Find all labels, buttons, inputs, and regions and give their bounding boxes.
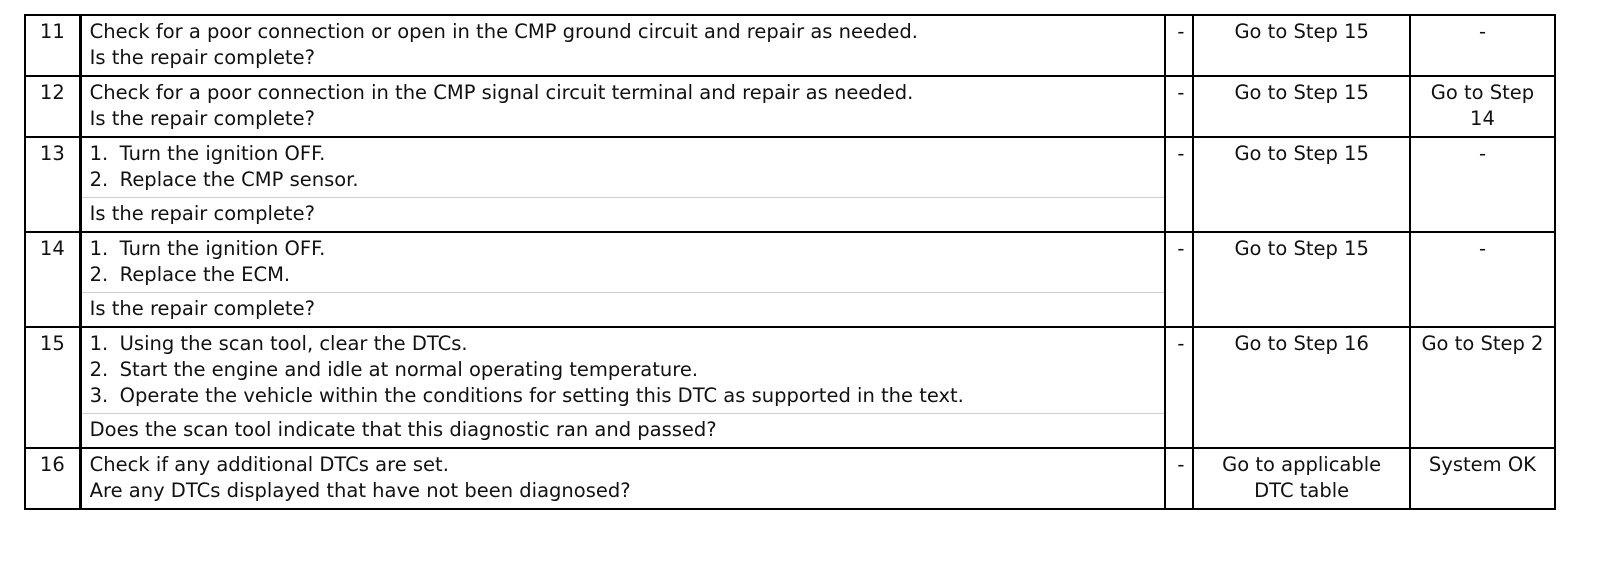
step-number: 11 bbox=[25, 15, 80, 76]
list-item bbox=[90, 236, 1158, 262]
item-text: Operate the vehicle within the conditions for setting this DTC as supported in the text. bbox=[119, 384, 964, 407]
question-text: Is the repair complete? bbox=[82, 197, 1164, 227]
table-row bbox=[25, 327, 1555, 448]
item-text: Start the engine and idle at normal operating temperature. bbox=[119, 358, 699, 381]
step-number: 16 bbox=[25, 448, 80, 509]
action-cell bbox=[80, 137, 1165, 232]
item-text: Replace the ECM. bbox=[119, 263, 291, 286]
yes-cell: Go to Step 16 bbox=[1193, 327, 1410, 448]
question-text: Is the repair complete? bbox=[82, 292, 1164, 322]
step-number: 15 bbox=[25, 327, 80, 448]
item-marker: 2. bbox=[89, 263, 109, 286]
yes-cell: Go to Step 15 bbox=[1193, 232, 1410, 327]
action-text: Check for a poor connection in the CMP signal circuit terminal and repair as needed. bbox=[89, 81, 914, 104]
list-item bbox=[90, 141, 1158, 167]
no-cell: - bbox=[1410, 15, 1555, 76]
no-cell: Go to Step 2 bbox=[1410, 327, 1555, 448]
list-item bbox=[90, 357, 1158, 383]
no-cell: - bbox=[1410, 137, 1555, 232]
list-item bbox=[90, 167, 1158, 193]
no-cell: System OK bbox=[1410, 448, 1555, 509]
action-text: Check if any additional DTCs are set. bbox=[89, 453, 449, 476]
value-cell: - bbox=[1165, 137, 1194, 232]
diagnostic-table bbox=[24, 14, 1556, 510]
item-marker: 3. bbox=[89, 384, 109, 407]
value-cell: - bbox=[1165, 327, 1194, 448]
value-cell: - bbox=[1165, 448, 1194, 509]
item-text: Using the scan tool, clear the DTCs. bbox=[119, 332, 468, 355]
table-row bbox=[25, 232, 1555, 327]
list-item bbox=[90, 383, 1158, 409]
action-cell bbox=[80, 76, 1165, 137]
yes-cell: Go to Step 15 bbox=[1193, 137, 1410, 232]
table-row bbox=[25, 448, 1555, 509]
action-cell bbox=[80, 232, 1165, 327]
yes-cell: Go to Step 15 bbox=[1193, 76, 1410, 137]
action-text: Check for a poor connection or open in the CMP ground circuit and repair as needed. bbox=[89, 20, 918, 43]
item-marker: 2. bbox=[89, 168, 109, 191]
item-marker: 2. bbox=[89, 358, 109, 381]
question-text: Is the repair complete? bbox=[89, 107, 315, 130]
action-cell bbox=[80, 15, 1165, 76]
value-cell: - bbox=[1165, 232, 1194, 327]
list-item bbox=[90, 262, 1158, 288]
action-cell bbox=[80, 448, 1165, 509]
no-cell: Go to Step 14 bbox=[1410, 76, 1555, 137]
list-item bbox=[90, 331, 1158, 357]
no-cell: - bbox=[1410, 232, 1555, 327]
yes-cell: Go to applicable DTC table bbox=[1193, 448, 1410, 509]
action-cell bbox=[80, 327, 1165, 448]
step-number: 12 bbox=[25, 76, 80, 137]
question-text: Does the scan tool indicate that this diagnostic ran and passed? bbox=[82, 413, 1164, 443]
value-cell: - bbox=[1165, 15, 1194, 76]
diagnostic-table-page bbox=[24, 14, 1556, 510]
item-text: Turn the ignition OFF. bbox=[119, 237, 326, 260]
table-row bbox=[25, 15, 1555, 76]
question-text: Are any DTCs displayed that have not been diagnosed? bbox=[89, 479, 631, 502]
question-text: Is the repair complete? bbox=[89, 46, 315, 69]
item-marker: 1. bbox=[89, 332, 109, 355]
item-text: Replace the CMP sensor. bbox=[119, 168, 359, 191]
item-text: Turn the ignition OFF. bbox=[119, 142, 326, 165]
item-marker: 1. bbox=[89, 142, 109, 165]
yes-cell: Go to Step 15 bbox=[1193, 15, 1410, 76]
step-number: 14 bbox=[25, 232, 80, 327]
table-row bbox=[25, 76, 1555, 137]
table-row bbox=[25, 137, 1555, 232]
item-marker: 1. bbox=[89, 237, 109, 260]
step-number: 13 bbox=[25, 137, 80, 232]
value-cell: - bbox=[1165, 76, 1194, 137]
